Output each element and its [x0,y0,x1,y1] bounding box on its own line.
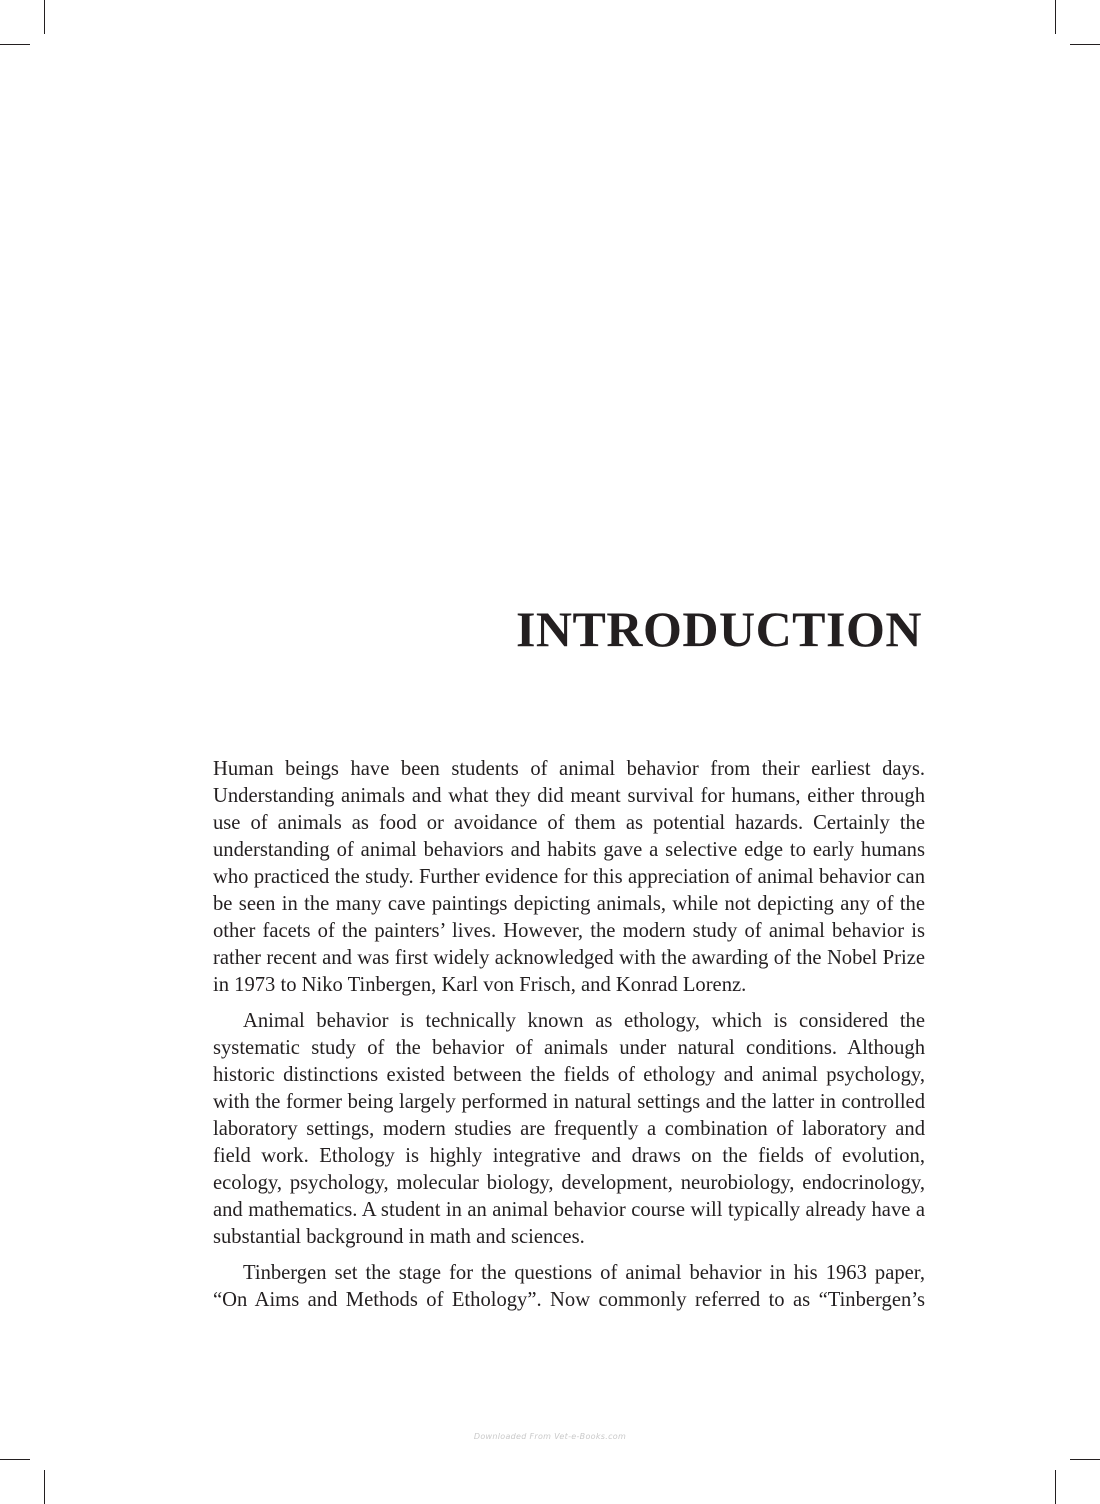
chapter-heading: INTRODUCTION [515,601,922,657]
crop-mark-top-right-horizontal [1070,44,1100,45]
paragraph-1: Human beings have been students of animal behavior from their earliest days. Understanding animals and what they did meant survival for humans, either through use of animals as food or avoidance of them as potential hazards. Certainly the understanding of animal behaviors and habits gave a selective edge to early humans who practiced the study. Further evidence for this appreciation of animal behavior can be seen in the many cave paintings depicting animals, while not depicting any of the other facets of the painters’ lives. However, the modern study of animal behavior is rather recent and was first widely acknowledged with the awarding of the Nobel Prize in 1973 to Niko Tinbergen, Karl von Frisch, and Konrad Lorenz. [213,758,925,996]
crop-mark-top-left-horizontal [0,44,30,45]
paragraph-2: Animal behavior is technically known as ethology, which is considered the systematic study of the behavior of animals under natural conditions. Although historic distinctions existed between the fields of ethology and animal psychology, with the former being largely performed in natural settings and the latter in controlled laboratory settings, modern studies are frequently a combination of laboratory and field work. Ethology is highly integrative and draws on the fields of evolution, ecology, psychology, molecular biology, development, neurobiology, endocrinology, and mathematics. A student in an animal behavior course will typically already have a substantial background in math and sciences. [213,1010,925,1248]
crop-mark-top-left [44,0,45,34]
crop-mark-bottom-left-horizontal [0,1459,30,1460]
body-text [213,756,925,1323]
paragraph-3: Tinbergen set the stage for the questions of animal behavior in his 1963 paper, “On Aims and Methods of Ethology”. Now commonly referred to as “Tinbergen’s [213,1262,925,1311]
crop-mark-bottom-right-horizontal [1070,1459,1100,1460]
download-watermark: Downloaded From Vet-e-Books.com [473,1432,627,1441]
crop-mark-bottom-right [1055,1470,1056,1504]
crop-mark-top-right [1055,0,1056,34]
crop-mark-bottom-left [44,1470,45,1504]
